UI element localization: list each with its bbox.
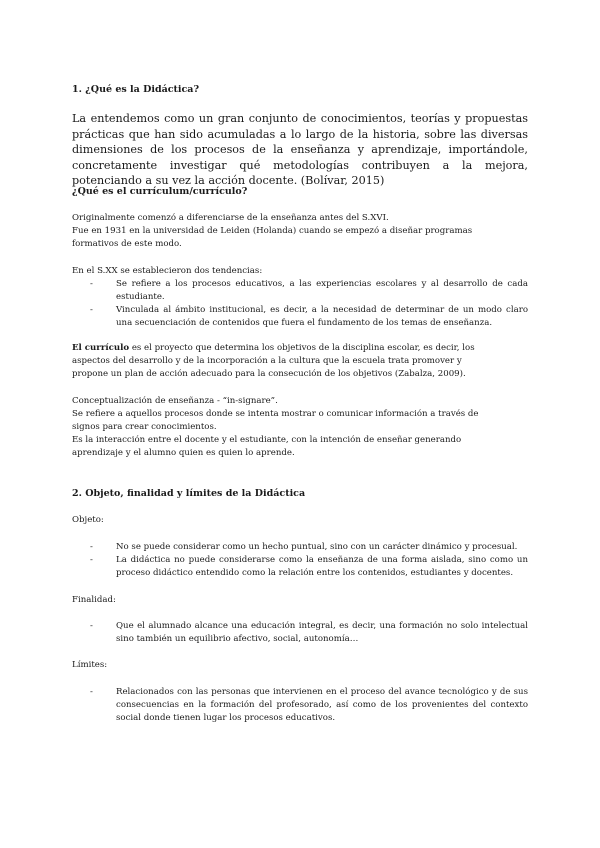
objeto-label: Objeto: — [72, 515, 104, 525]
objeto-item-1 — [90, 541, 528, 554]
objeto-item-2 — [90, 554, 528, 580]
origin-line-2: Fue en 1931 en la universidad de Leiden (Holanda) cuando se empezó a diseñar programas — [72, 226, 473, 236]
dash-marker: - — [90, 542, 93, 552]
dash-marker: - — [90, 555, 93, 565]
tendency-item-2 — [90, 304, 528, 330]
concept-line-5: aprendizaje y el alumno quien es quien lo aprende. — [72, 448, 295, 458]
section-2-heading: 2. Objeto, finalidad y límites de la Didáctica — [72, 488, 306, 499]
definition-line-1-rest: es el proyecto que determina los objetivos de la disciplina escolar, es decir, los — [129, 343, 475, 353]
tendency-text-1: Se refiere a los procesos educativos, a las experiencias escolares y al desarrollo de cada estudiante. — [116, 279, 528, 302]
curriculum-origin — [72, 212, 528, 251]
origin-line-1: Originalmente comenzó a diferenciarse de la enseñanza antes del S.XVI. — [72, 213, 389, 223]
curriculum-heading: ¿Qué es el currículum/currículo? — [72, 186, 248, 197]
section-1-heading: 1. ¿Qué es la Didáctica? — [72, 84, 200, 95]
concept-line-4: Es la interacción entre el docente y el estudiante, con la intención de enseñar generando — [72, 435, 462, 445]
dash-marker: - — [90, 687, 93, 697]
teaching-concept — [72, 395, 528, 460]
finalidad-item-1 — [90, 620, 528, 646]
objeto-text-1: No se puede considerar como un hecho puntual, sino con un carácter dinámico y procesual. — [116, 542, 518, 552]
definition-line-3: propone un plan de acción adecuado para la consecución de los objetivos (Zabalza, 2009). — [72, 369, 466, 379]
tendency-item-1 — [90, 278, 528, 304]
concept-line-2: Se refiere a aquellos procesos donde se intenta mostrar o comunicar información a través de — [72, 409, 479, 419]
dash-marker: - — [90, 305, 93, 315]
definition-term: El currículo — [72, 343, 130, 353]
dash-marker: - — [90, 279, 93, 289]
tendencies-intro: En el S.XX se establecieron dos tendencias: — [72, 266, 263, 276]
definition-line-2: aspectos del desarrollo y de la incorporación a la cultura que la escuela trata promover y — [72, 356, 462, 366]
tendency-text-2: Vinculada al ámbito institucional, es decir, a la necesidad de determinar de un modo claro una secuenciación de contenidos que fuera el fundamento de los temas de enseñanza. — [116, 305, 528, 328]
concept-line-1: Conceptualización de enseñanza - “in-signare”. — [72, 396, 278, 406]
objeto-text-2: La didáctica no puede considerarse como la enseñanza de una forma aislada, sino como un proceso didáctico entendido como la relación entre los contenidos, estudiantes y docentes. — [116, 555, 528, 578]
finalidad-text-1: Que el alumnado alcance una educación integral, es decir, una formación no solo intelectual sino también un equilibrio afectivo, social, autonomía… — [116, 621, 528, 644]
section-1-paragraph: La entendemos como un gran conjunto de conocimientos, teorías y propuestas prácticas que han sido acumuladas a lo largo de la historia, sobre las diversas dimensiones de los procesos de la enseñanza y aprendizaje, importándole, concretamente investigar qué metodologías contribuyen a la mejora, potenciando a su vez la acción docente. (Bolívar, 2015) — [72, 112, 528, 187]
limites-item-1 — [90, 686, 528, 725]
finalidad-label: Finalidad: — [72, 595, 116, 605]
origin-line-3: formativos de este modo. — [72, 239, 182, 249]
definition-line-1 — [72, 342, 528, 355]
concept-line-3: signos para crear conocimientos. — [72, 422, 217, 432]
limites-text-1: Relacionados con las personas que intervienen en el proceso del avance tecnológico y de sus consecuencias en la formación del profesorado, así como de los provenientes del contexto social donde tienen lugar los procesos educativos. — [116, 687, 528, 723]
limites-label: Límites: — [72, 660, 108, 670]
dash-marker: - — [90, 621, 93, 631]
curriculum-definition — [72, 342, 528, 381]
